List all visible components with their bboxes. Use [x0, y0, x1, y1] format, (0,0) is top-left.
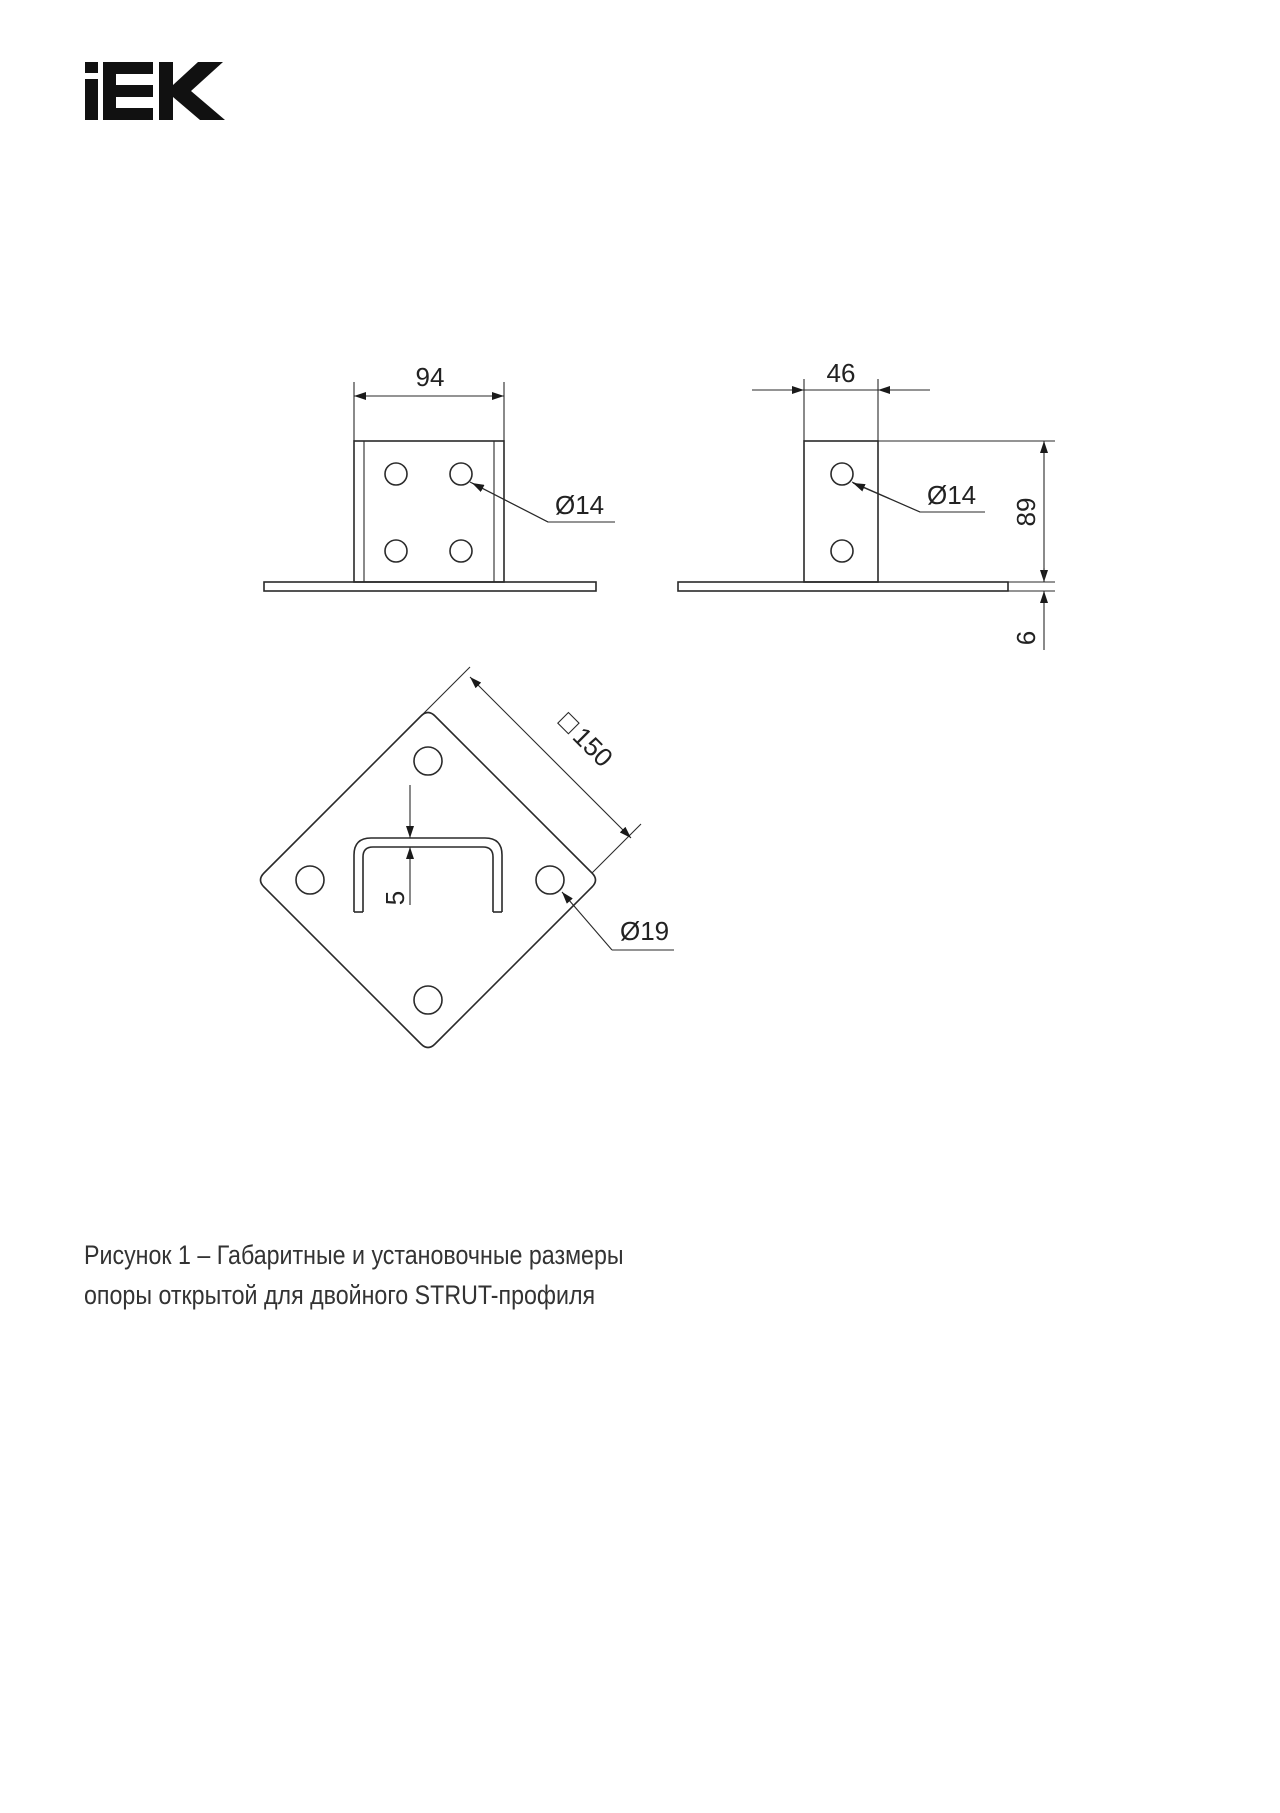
- square-symbol: [558, 713, 579, 734]
- offset-label: 5: [380, 890, 410, 906]
- hole: [296, 866, 324, 894]
- front-view: [264, 362, 615, 591]
- hole: [450, 540, 472, 562]
- side-width-label: 46: [826, 358, 856, 388]
- height-label: 89: [1011, 497, 1041, 527]
- top-view: [261, 667, 675, 1048]
- side-view: [678, 358, 1055, 650]
- hole: [385, 540, 407, 562]
- figure-caption-line-1: Рисунок 1 – Габаритные и установочные размеры: [84, 1240, 624, 1270]
- front-width-label: 94: [415, 362, 445, 392]
- hole: [414, 986, 442, 1014]
- hole: [831, 463, 853, 485]
- figure-caption-line-2: опоры открытой для двойного STRUT-профиля: [84, 1280, 596, 1310]
- hole: [536, 866, 564, 894]
- thickness-label: 6: [1011, 630, 1041, 646]
- size-label: 150: [567, 720, 619, 773]
- hole: [450, 463, 472, 485]
- hole: [831, 540, 853, 562]
- strut-channel-outer: [354, 838, 502, 912]
- front-hole-label: Ø14: [555, 490, 605, 520]
- hole: [385, 463, 407, 485]
- side-hole-label: Ø14: [927, 480, 977, 510]
- front-upright: [354, 441, 504, 582]
- side-base-plate: [678, 582, 1008, 591]
- hole: [414, 747, 442, 775]
- front-base-plate: [264, 582, 596, 591]
- top-hole-label: Ø19: [620, 916, 670, 946]
